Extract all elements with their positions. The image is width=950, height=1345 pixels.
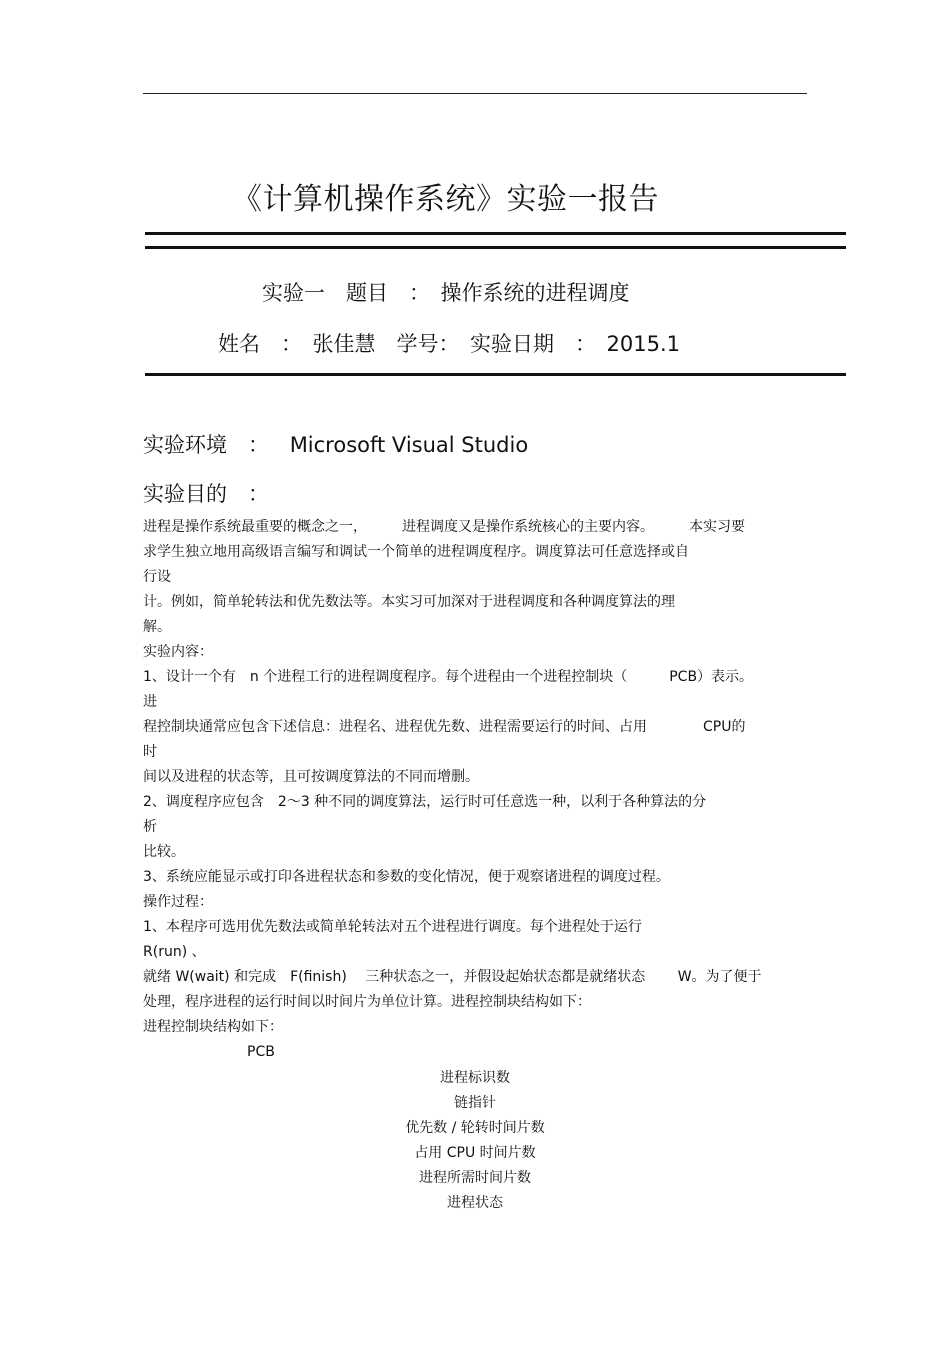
body-line: 解。 <box>143 619 171 635</box>
pcb-label: PCB <box>247 1044 275 1060</box>
page-title: 《计算机操作系统》实验一报告 <box>232 182 659 217</box>
top-rule <box>143 93 807 94</box>
body-line: 计。例如，简单轮转法和优先数法等。本实习可加深对于进程调度和各种调度算法的理 <box>143 594 675 610</box>
environment-value: Microsoft Visual Studio <box>289 433 529 457</box>
pcb-field: 优先数 / 轮转时间片数 <box>405 1120 545 1136</box>
pcb-field: 进程标识数 <box>440 1070 510 1086</box>
info-rule <box>145 373 846 376</box>
body-line: 进程控制块结构如下： <box>143 1019 283 1035</box>
body-line: 进程是操作系统最重要的概念之一， 进程调度又是操作系统核心的主要内容。 本实习要 <box>143 519 745 535</box>
body-line: 比较。 <box>143 844 185 860</box>
environment-label: 实验环境 ： <box>143 433 269 457</box>
title-rule-lower <box>145 246 846 249</box>
body-line: 析 <box>143 819 157 835</box>
body-line: 1、设计一个有 n 个进程工行的进程调度程序。每个进程由一个进程控制块（ PCB）表示。 <box>143 669 754 685</box>
student-info: 姓名 ： 张佳慧 学号： 实验日期 ： 2015.1 <box>218 332 680 356</box>
body-line: 求学生独立地用高级语言编写和调试一个简单的进程调度程序。调度算法可任意选择或自 <box>143 544 689 560</box>
body-line: 操作过程： <box>143 894 213 910</box>
pcb-field: 链指针 <box>454 1095 496 1111</box>
environment-line <box>143 429 528 459</box>
body-line: 处理，程序进程的运行时间以时间片为单位计算。进程控制块结构如下： <box>143 994 591 1010</box>
body-line: R(run) 、 <box>143 944 206 960</box>
body-line: 就绪 W(wait) 和完成 F(finish) 三种状态之一，并假设起始状态都是就绪状态 W。为了便于 <box>143 969 762 985</box>
pcb-field: 进程状态 <box>447 1195 503 1211</box>
body-line: 实验内容： <box>143 644 213 660</box>
title-rule-upper <box>145 232 846 235</box>
body-line: 行设 <box>143 569 171 585</box>
body-line: 间以及进程的状态等，且可按调度算法的不同而增删。 <box>143 769 479 785</box>
body-line: 3、系统应能显示或打印各进程状态和参数的变化情况，便于观察诸进程的调度过程。 <box>143 869 670 885</box>
body-line: 程控制块通常应包含下述信息：进程名、进程优先数、进程需要运行的时间、占用 CPU的 <box>143 719 746 735</box>
body-line: 1、本程序可选用优先数法或简单轮转法对五个进程进行调度。每个进程处于运行 <box>143 919 642 935</box>
body-line: 2、调度程序应包含 2～3 种不同的调度算法，运行时可任意选一种，以利于各种算法的分 <box>143 794 707 810</box>
pcb-field: 进程所需时间片数 <box>419 1170 531 1186</box>
body-line: 时 <box>143 744 157 760</box>
purpose-heading: 实验目的 ： <box>143 482 269 506</box>
pcb-field: 占用 CPU 时间片数 <box>414 1145 536 1161</box>
body-line: 进 <box>143 694 157 710</box>
experiment-topic: 实验一 题目 ： 操作系统的进程调度 <box>262 281 630 305</box>
